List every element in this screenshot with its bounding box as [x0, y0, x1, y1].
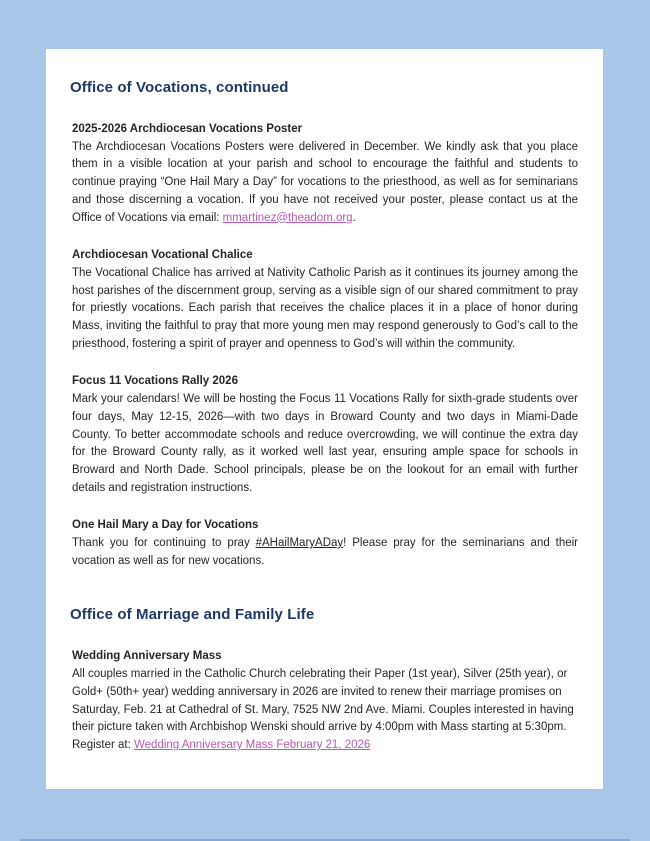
article-one-hail-mary — [72, 517, 578, 570]
article-heading: Archdiocesan Vocational Chalice — [72, 249, 253, 262]
article-text: . — [352, 211, 356, 224]
section-marriage-family-life — [72, 606, 578, 754]
section-title-vocations: Office of Vocations, continued — [70, 79, 289, 96]
article-body: Mark your calendars! We will be hosting the Focus 11 Vocations Rally for sixth-grade students over four days, May 12-15, 2026—with two days in Broward County and two days in Miami-Dade County. To better accommodate schools and reduce overcrowding, we will continue the extra day for the Broward County rally, as it worked well last year, ensuring ample space for schools in Broward and North Dade. School principals, please be on the lookout for an email with further details and registration instructions. — [72, 393, 578, 494]
article-text: ! Please pray for the seminarians and their vocation as well as for new vocations. — [72, 537, 578, 567]
section-title-marriage: Office of Marriage and Family Life — [70, 606, 315, 624]
article-heading: Wedding Anniversary Mass — [72, 650, 222, 663]
newsletter-page — [46, 49, 603, 789]
registration-link[interactable]: Wedding Anniversary Mass February 21, 2026 — [134, 738, 371, 751]
article-vocational-chalice — [72, 247, 578, 353]
section-vocations — [72, 79, 578, 570]
article-text: The Archdiocesan Vocations Posters were delivered in December. We kindly ask that you place them in a visible location at your parish and school to encourage the faithful and students to continue praying “One Hail Mary a Day” for vocations to the priesthood, as well as for seminarians and those discerning a vocation. If you have not received your poster, please contact us at the Office of Vocations via email: — [72, 140, 578, 224]
article-heading: 2025-2026 Archdiocesan Vocations Poster — [72, 123, 303, 135]
article-focus-11-rally — [72, 373, 578, 497]
article-body: The Vocational Chalice has arrived at Nativity Catholic Parish as it continues its journey among the host parishes of the discernment group, serving as a visible sign of our shared commitment to pray for priestly vocations. Each parish that receives the chalice places it in a place of honor during Mass, inviting the faithful to pray that more young men may respond generously to God’s call to the priesthood, fostering a spirit of prayer and openness to God’s will within the community. — [72, 266, 578, 350]
article-wedding-anniversary-mass — [72, 648, 578, 754]
article-heading: Focus 11 Vocations Rally 2026 — [72, 375, 238, 388]
article-heading: One Hail Mary a Day for Vocations — [72, 519, 259, 532]
article-body — [72, 666, 578, 755]
hashtag-link[interactable]: #AHailMaryADay — [255, 537, 344, 550]
email-link[interactable]: mmartinez@theadom.org — [222, 211, 353, 224]
article-body — [72, 535, 578, 570]
article-vocations-poster — [72, 121, 578, 227]
article-body — [72, 139, 578, 228]
article-text: Thank you for continuing to pray — [72, 537, 256, 550]
article-text: All couples married in the Catholic Church celebrating their Paper (1st year), Silver (25th year), or Gold+ (50th+ year) wedding anniversary in 2026 are invited to renew their marriage promises on Saturday, Feb. 21 at Cathedral of St. Mary, 7525 NW 2nd Ave. Miami. Couples interested in having their picture taken with Archbishop Wenski should arrive by 4:00pm with Mass starting at 5:30pm. Register at: — [72, 668, 574, 751]
